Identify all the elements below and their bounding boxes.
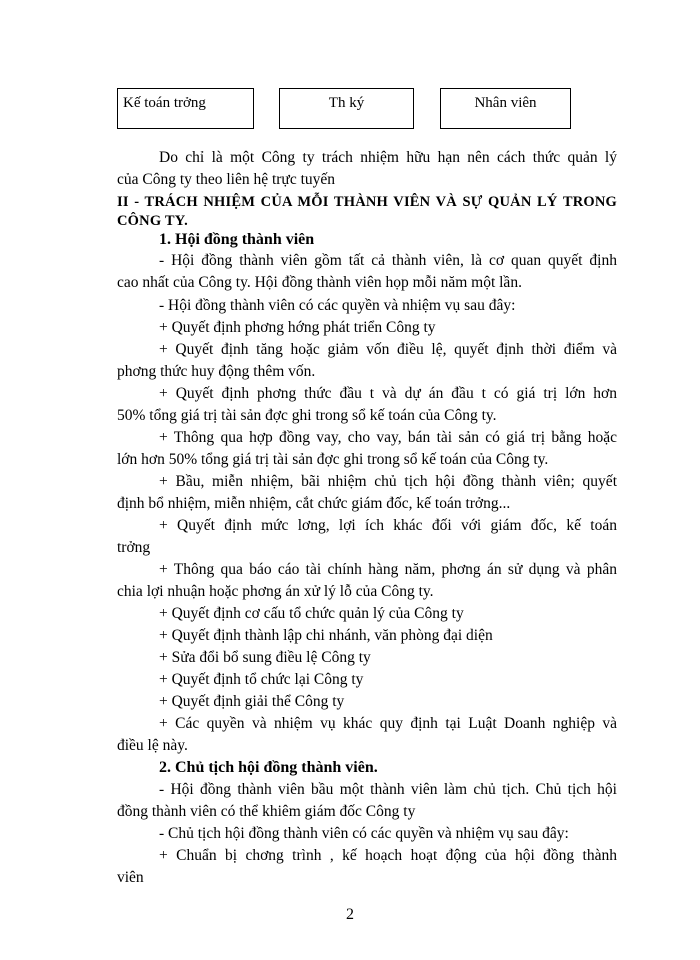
list-item: + Thông qua báo cáo tài chính hàng năm, phơng án sử dụng và phân [159, 561, 617, 578]
paragraph-line: - Hội đồng thành viên gồm tất cả thành viên, là cơ quan quyết định [159, 252, 617, 269]
org-box-secretary: Th ký [279, 88, 414, 129]
org-box-chief-accountant: Kế toán trởng [117, 88, 254, 129]
paragraph-line: cao nhất của Công ty. Hội đồng thành viên họp mỗi năm một lần. [117, 274, 522, 291]
paragraph-intro-line-2: của Công ty theo liên hệ trực tuyến [117, 171, 336, 188]
paragraph-line: - Hội đồng thành viên có các quyền và nhiệm vụ sau đây: [159, 297, 516, 314]
paragraph-line: đồng thành viên có thể khiêm giám đốc Công ty [117, 803, 416, 820]
org-box-staff: Nhân viên [440, 88, 571, 129]
list-item: + Quyết định cơ cấu tổ chức quản lý của Công ty [159, 605, 464, 622]
paragraph-line: - Hội đồng thành viên bầu một thành viên làm chủ tịch. Chủ tịch hội [159, 781, 617, 798]
list-item: + Quyết định giải thể Công ty [159, 693, 345, 710]
subheading-board-of-members: 1. Hội đồng thành viên [159, 231, 315, 248]
list-item-continuation: chia lợi nhuận hoặc phơng án xử lý lỗ của Công ty. [117, 583, 434, 600]
list-item: + Quyết định tăng hoặc giảm vốn điều lệ, quyết định thời điểm và [159, 341, 617, 358]
section-heading-line-2: CÔNG TY. [117, 213, 188, 229]
paragraph-intro-line-1: Do chỉ là một Công ty trách nhiệm hữu hạn nên cách thức quản lý [159, 149, 617, 166]
list-item: + Quyết định mức lơng, lợi ích khác đối với giám đốc, kế toán [159, 517, 617, 534]
list-item-continuation: phơng thức huy động thêm vốn. [117, 363, 316, 380]
list-item: + Quyết định thành lập chi nhánh, văn phòng đại diện [159, 627, 493, 644]
list-item: + Sửa đổi bổ sung điều lệ Công ty [159, 649, 371, 666]
list-item: + Bầu, miễn nhiệm, bãi nhiệm chủ tịch hội đồng thành viên; quyết [159, 473, 617, 490]
list-item: + Quyết định tổ chức lại Công ty [159, 671, 364, 688]
list-item-continuation: điều lệ này. [117, 737, 188, 754]
paragraph-line: - Chủ tịch hội đồng thành viên có các quyền và nhiệm vụ sau đây: [159, 825, 569, 842]
page-number: 2 [346, 906, 354, 923]
list-item-continuation: định bổ nhiệm, miễn nhiệm, cắt chức giám đốc, kế toán trởng... [117, 495, 511, 512]
list-item-continuation: 50% tổng giá trị tài sản đợc ghi trong sổ kế toán của Công ty. [117, 407, 497, 424]
list-item-continuation: viên [117, 869, 144, 886]
subheading-chairman: 2. Chủ tịch hội đồng thành viên. [159, 759, 378, 776]
list-item: + Quyết định phơng thức đầu t và dự án đầu t có giá trị lớn hơn [159, 385, 617, 402]
section-heading-line-1: II - TRÁCH NHIỆM CỦA MỖI THÀNH VIÊN VÀ SỰ QUẢN LÝ TRONG [117, 194, 617, 210]
list-item: + Quyết định phơng hớng phát triển Công ty [159, 319, 436, 336]
list-item-continuation: lớn hơn 50% tổng giá trị tài sản đợc ghi trong sổ kế toán của Công ty. [117, 451, 549, 468]
list-item: + Thông qua hợp đồng vay, cho vay, bán tài sản có giá trị bằng hoặc [159, 429, 617, 446]
list-item: + Chuẩn bị chơng trình , kế hoạch hoạt động của hội đồng thành [159, 847, 617, 864]
list-item: + Các quyền và nhiệm vụ khác quy định tại Luật Doanh nghiệp và [159, 715, 617, 732]
list-item-continuation: trởng [117, 539, 151, 556]
